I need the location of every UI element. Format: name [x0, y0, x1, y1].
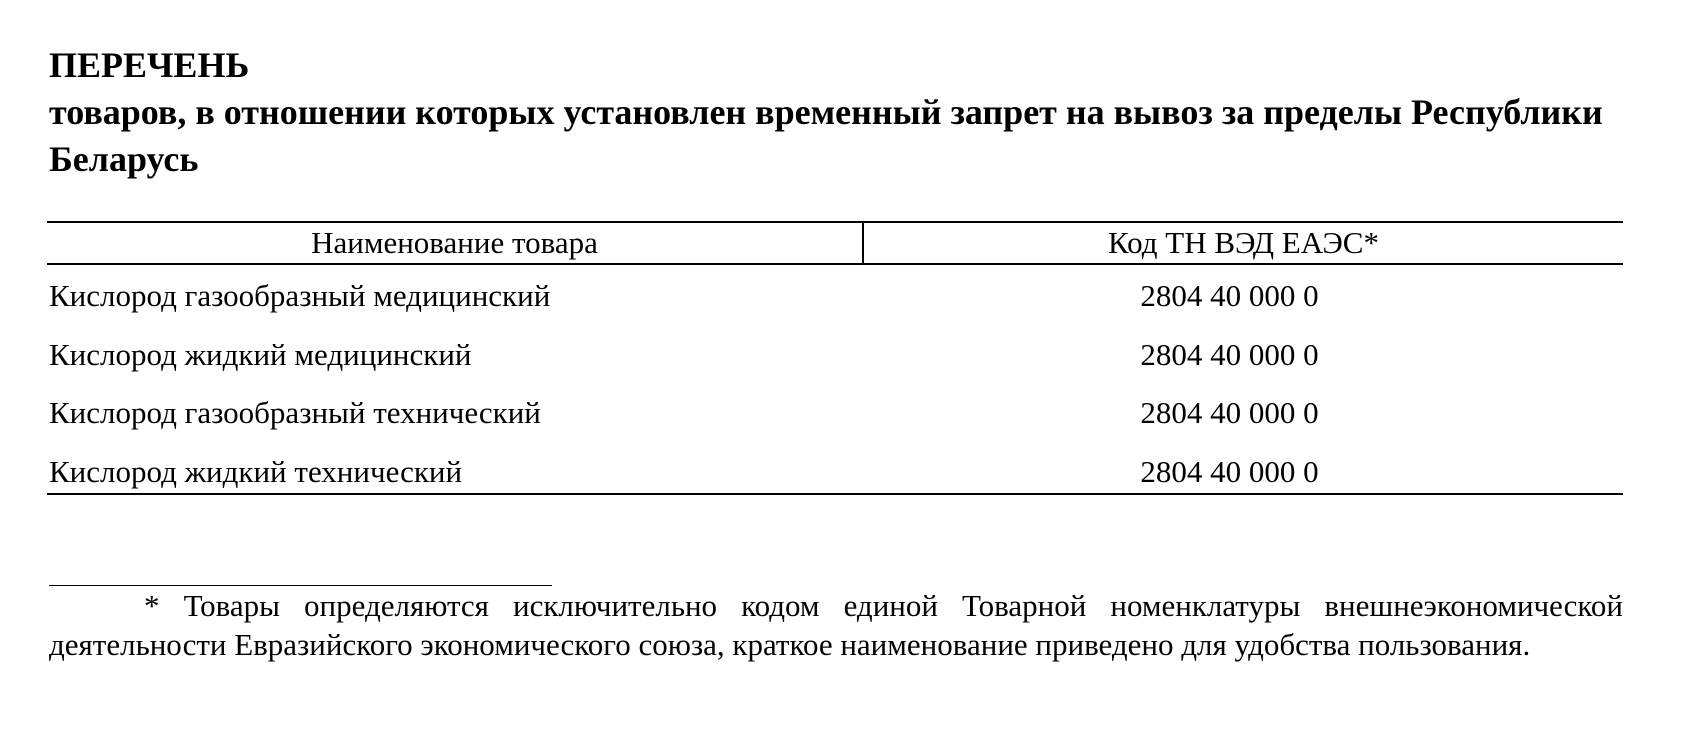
- goods-code-cell: 2804 40 000 0: [1140, 278, 1319, 313]
- table-row: [47, 267, 1623, 326]
- goods-code-cell: 2804 40 000 0: [1140, 453, 1319, 489]
- goods-name-cell: Кислород жидкий медицинский: [49, 336, 472, 372]
- footnote-text: * Товары определяются исключительно кодом единой Товарной номенклатуры внешнеэкономической деятельности Евразийского экономического союза, краткое наименование приведено для удобства пользования.: [49, 588, 1623, 662]
- goods-name-cell: Кислород жидкий технический: [49, 453, 463, 489]
- table-row: [47, 326, 1623, 385]
- column-header-code: Код ТН ВЭД ЕАЭС*: [1108, 225, 1379, 260]
- table-row: [47, 384, 1623, 443]
- column-header-name: Наименование товара: [47, 223, 864, 263]
- table-row: [47, 443, 1623, 502]
- document-subtitle: товаров, в отношении которых установлен временный запрет на вывоз за пределы Республики Беларусь: [49, 92, 1603, 179]
- footnote: [49, 586, 1623, 664]
- document-heading: [49, 42, 1623, 183]
- document-title: ПЕРЕЧЕНЬ: [49, 45, 250, 85]
- goods-code-cell: 2804 40 000 0: [1140, 336, 1319, 372]
- table-header-row: [47, 221, 1623, 265]
- goods-table: [47, 221, 1623, 495]
- goods-name-cell: Кислород газообразный технический: [49, 395, 541, 430]
- goods-code-cell: 2804 40 000 0: [1140, 395, 1319, 430]
- goods-name-cell: Кислород газообразный медицинский: [49, 278, 551, 313]
